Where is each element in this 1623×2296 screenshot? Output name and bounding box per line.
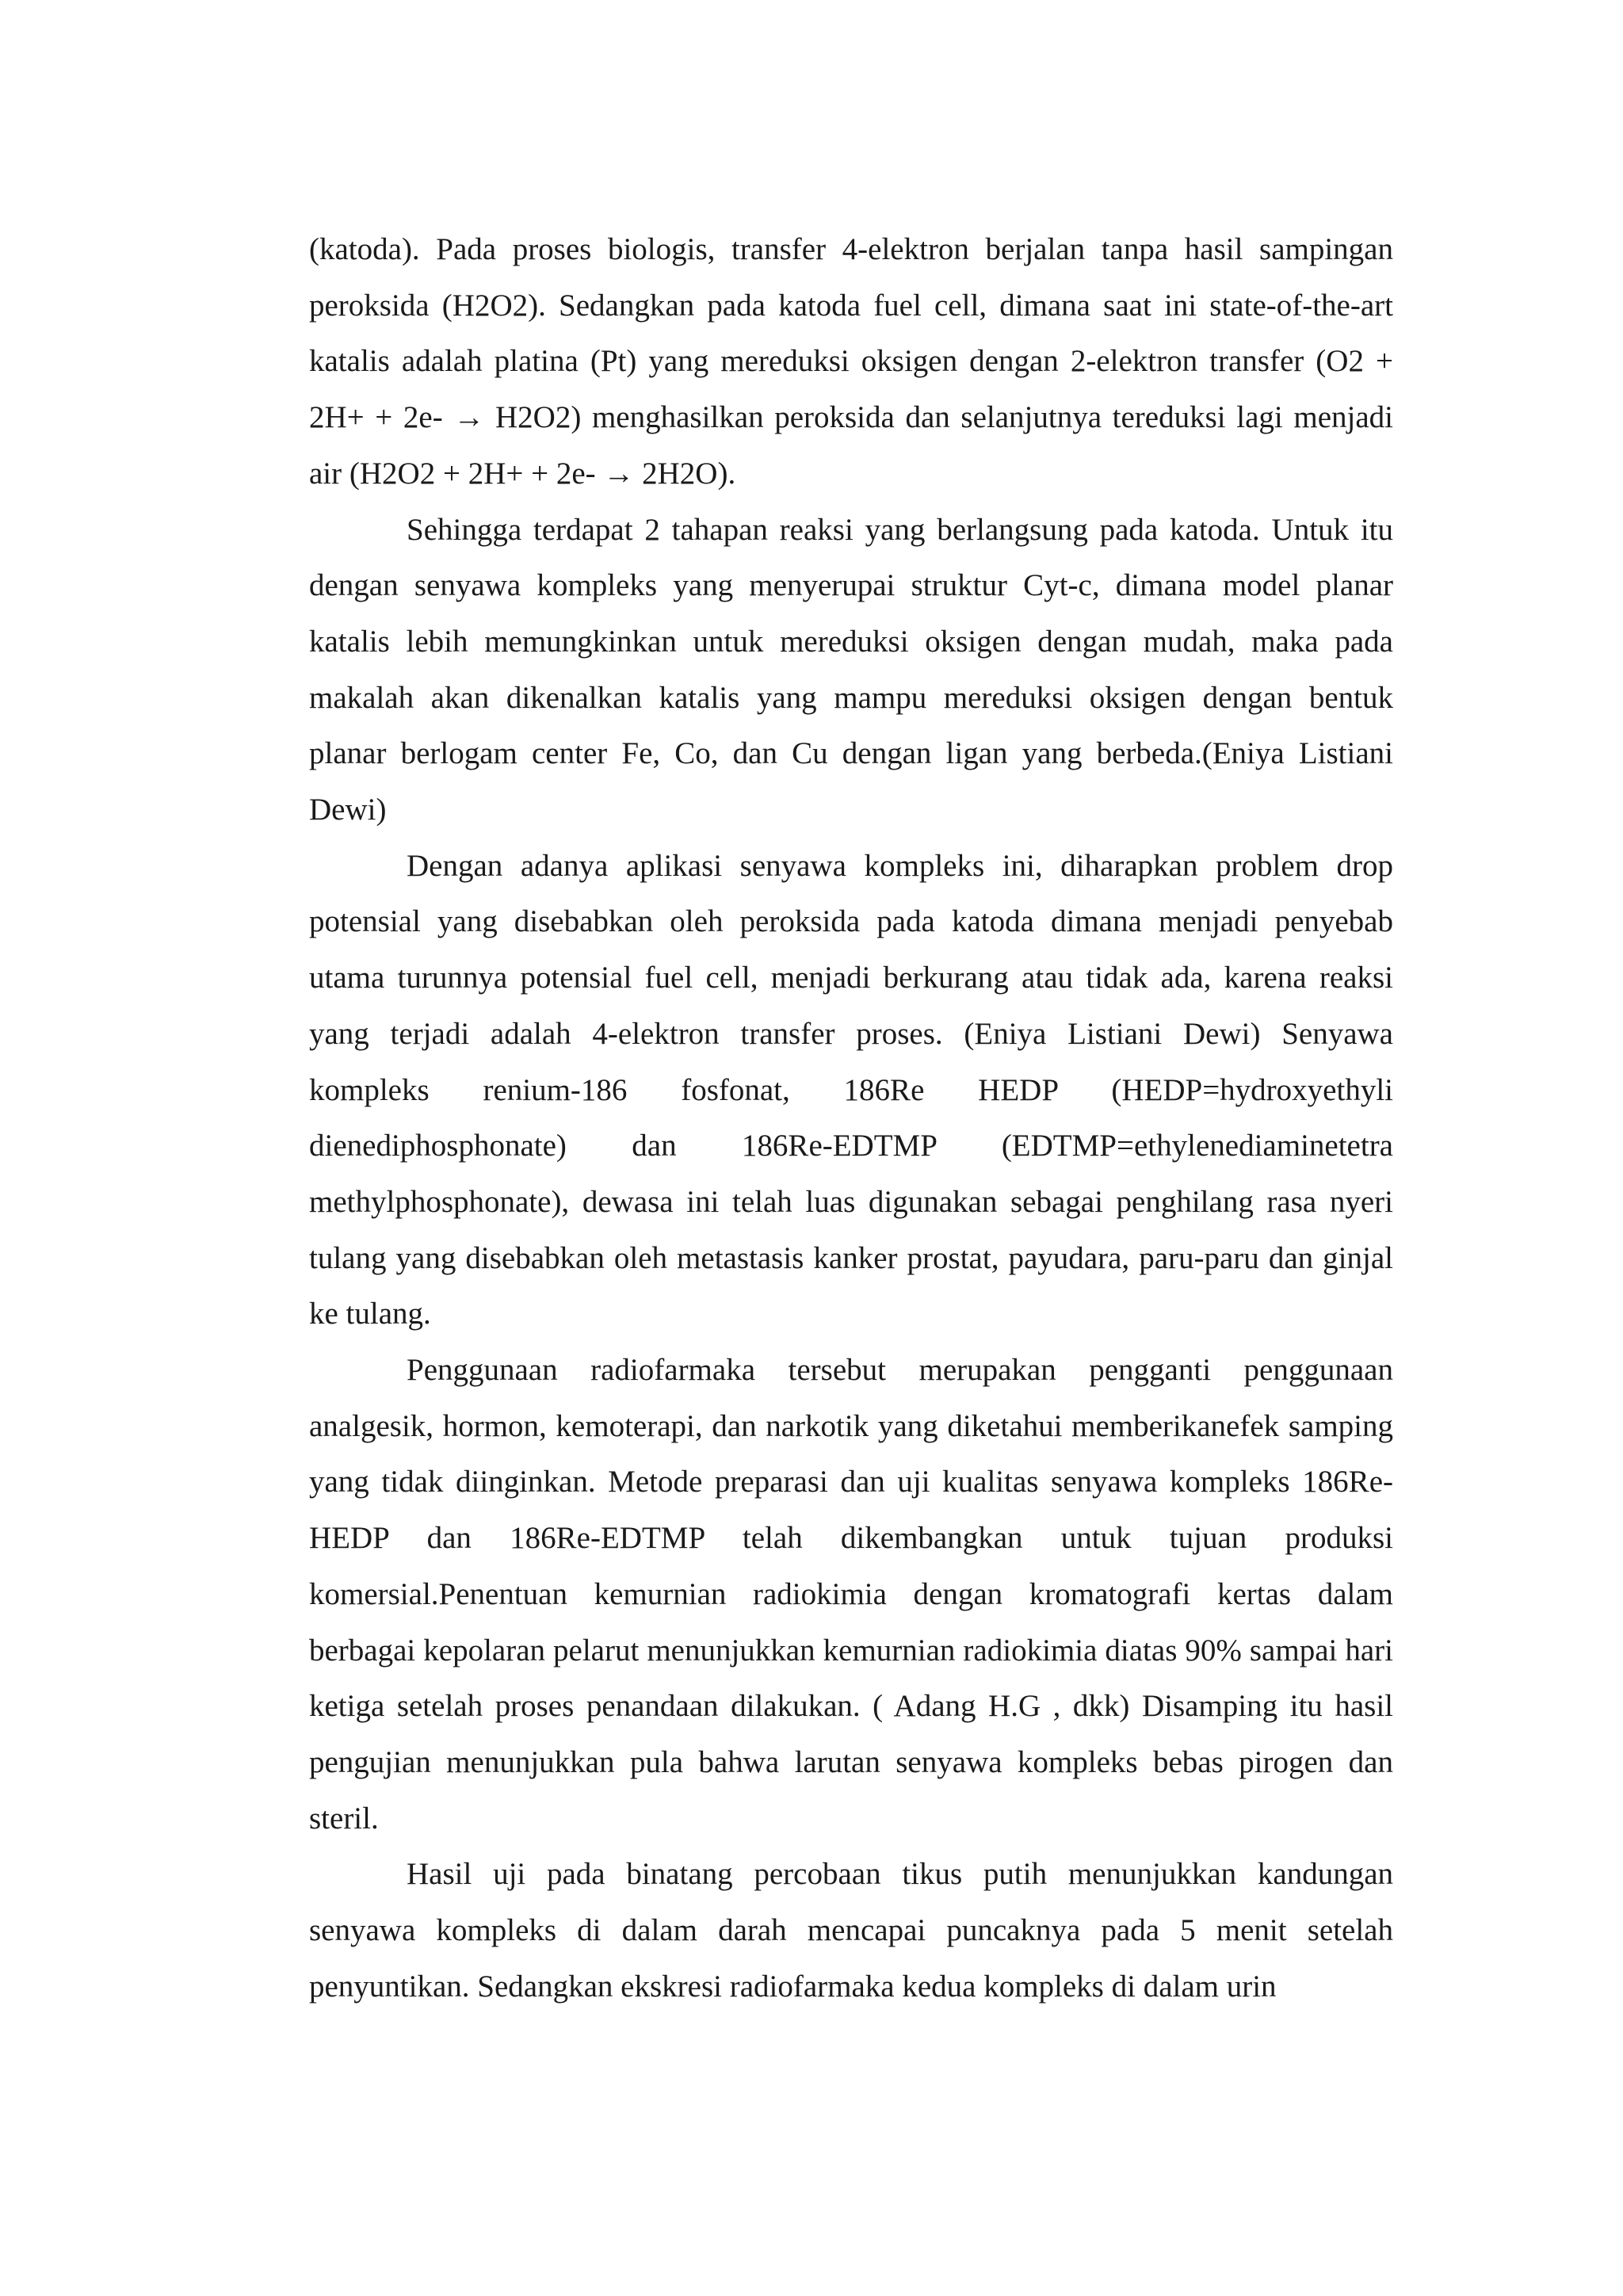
paragraph-radiofarmaka: Penggunaan radiofarmaka tersebut merupakan pengganti penggunaan analgesik, hormon, kemoterapi, dan narkotik yang diketahui memberikanefek samping yang tidak diinginkan. Metode preparasi dan uji kualitas senyawa kompleks 186Re-HEDP dan 186Re-EDTMP telah dikembangkan untuk tujuan produksi komersial.Penentuan kemurnian radiokimia dengan kromatografi kertas dalam berbagai kepolaran pelarut menunjukkan kemurnian radiokimia diatas 90% sampai hari ketiga setelah proses penandaan dilakukan. ( Adang H.G , dkk) Disamping itu hasil pengujian menunjukkan pula bahwa larutan senyawa kompleks bebas pirogen dan steril. bbox=[309, 1353, 1393, 1836]
paragraph-katoda-reaction: (katoda). Pada proses biologis, transfer 4-elektron berjalan tanpa hasil sampingan peroksida (H2O2). Sedangkan pada katoda fuel cell, dimana saat ini state-of-the-art katalis adalah platina (Pt) yang mereduksi oksigen dengan 2-elektron transfer (O2 + 2H+ + 2e- → H2O2) menghasilkan peroksida dan selanjutnya tereduksi lagi menjadi air (H2O2 + 2H+ + 2e- → 2H2O). bbox=[309, 232, 1393, 491]
paragraph-aplikasi-senyawa: Dengan adanya aplikasi senyawa kompleks ini, diharapkan problem drop potensial yang disebabkan oleh peroksida pada katoda dimana menjadi penyebab utama turunnya potensial fuel cell, menjadi berkurang atau tidak ada, karena reaksi yang terjadi adalah 4-elektron transfer proses. (Eniya Listiani Dewi) Senyawa kompleks renium-186 fosfonat, 186Re HEDP (HEDP=hydroxyethyli dienediphosphonate) dan 186Re-EDTMP (EDTMP=ethylenediaminetetra methylphosphonate), dewasa ini telah luas digunakan sebagai penghilang rasa nyeri tulang yang disebabkan oleh metastasis kanker prostat, payudara, paru-paru dan ginjal ke tulang. bbox=[309, 848, 1393, 1331]
paragraph-tahapan-reaksi: Sehingga terdapat 2 tahapan reaksi yang berlangsung pada katoda. Untuk itu dengan senyawa kompleks yang menyerupai struktur Cyt-c, dimana model planar katalis lebih memungkinkan untuk mereduksi oksigen dengan mudah, maka pada makalah akan dikenalkan katalis yang mampu mereduksi oksigen dengan bentuk planar berlogam center Fe, Co, dan Cu dengan ligan yang berbeda.(Eniya Listiani Dewi) bbox=[309, 512, 1393, 827]
paragraph-hasil-uji: Hasil uji pada binatang percobaan tikus putih menunjukkan kandungan senyawa kompleks di dalam darah mencapai puncaknya pada 5 menit setelah penyuntikan. Sedangkan ekskresi radiofarmaka kedua kompleks di dalam urin bbox=[309, 1857, 1393, 2004]
document-page bbox=[309, 222, 1393, 2015]
